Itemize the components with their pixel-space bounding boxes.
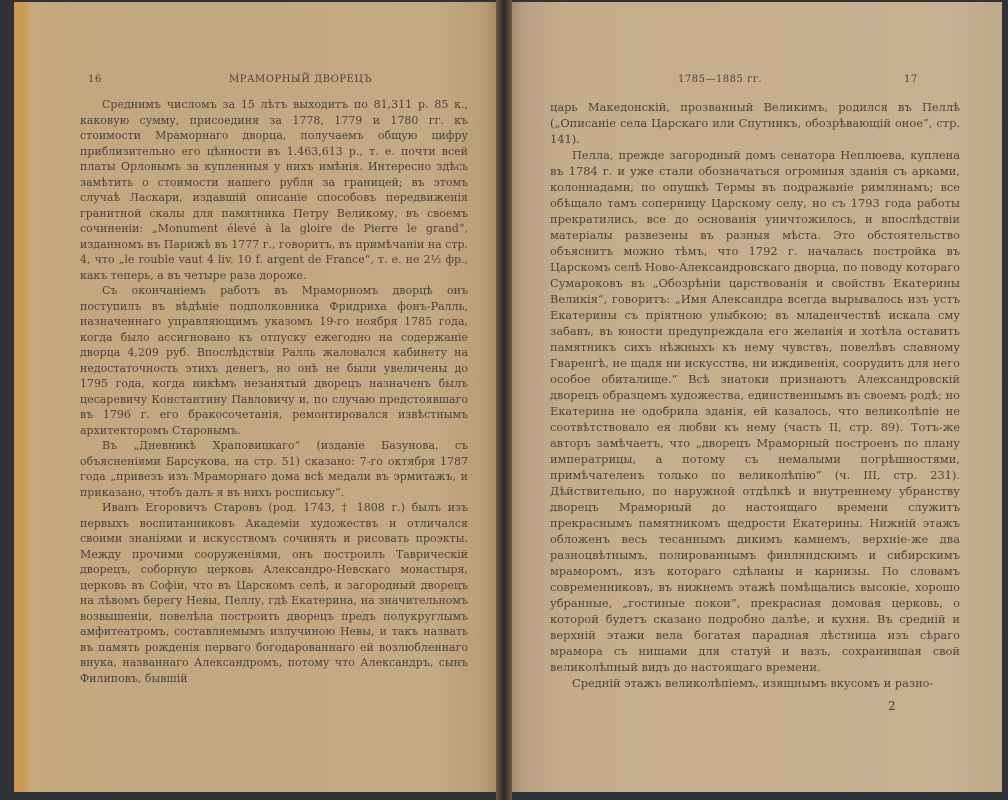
paragraph: Средній этажъ великолѣпіемъ, изящнымъ вкусомъ и разно-: [572, 676, 934, 690]
left-body-text: [80, 97, 468, 686]
paragraph: царь Македонскій, прозванный Великимъ, родился въ Пеллѣ („Описаніе села Царскаго или Спутникъ, обозрѣвающій оное“, стр. 141).: [550, 100, 960, 146]
left-running-title: МРАМОРНЫЙ ДВОРЕЦЪ: [229, 74, 373, 85]
right-page-number: 17: [904, 74, 918, 85]
paragraph: Среднимъ числомъ за 15 лѣтъ выходитъ по 81,311 р. 85 к., каковую сумму, присоединя за 1778, 1779 и 1780 гг. къ стоимости Мраморнаго дворца, получаемъ общую цифру приблизительно его цѣнности въ 1.463,613 р., т. е. почти всей платы Орловымъ за купленныя у нихъ имѣнія. Интересно здѣсь замѣтить о стоимости нашего рубля за границей; въ этомъ случаѣ Ласкари, издавшій описаніе способовъ передвиженія гранитной скалы для памятника Петру Великому, въ своемъ сочиненіи: „Monument élevé à la gloire de Pierre le grand“, изданномъ въ Парижѣ въ 1777 г., говоритъ, въ примѣчаніи на стр. 4, что „le rouble vaut 4 liv. 10 f. argent de France“, т. е. не 2½ фр., какъ теперь, а въ четыре раза дороже.: [80, 98, 468, 282]
left-page: [14, 2, 502, 792]
paragraph: Иванъ Егоровичъ Старовъ (род. 1743, † 1808 г.) былъ изъ первыхъ воспитанниковъ Академіи художествъ и отличался своими знаніями и искусствомъ сочинять и рисовать проэкты. Между прочими сооруженіями, онъ построилъ Таврическій дворецъ, соборную церковь Александро-Невскаго монастыря, церковь въ Софіи, что въ Царскомъ селѣ, и загородный дворецъ на лѣвомъ берегу Невы, Пеллу, гдѣ Екатерина, на значительномъ возвышеніи, повелѣла построить дворецъ предъ полукруглымъ амфитеатромъ, составляемымъ излучиною Невы, и такъ назвать въ память рожденія перваго богодарованнаго ей возлюбленнаго внука, названнаго Александромъ, потому что Александръ, сынъ Филиповъ, бывшій: [80, 501, 468, 685]
right-page: [506, 2, 1002, 792]
right-running-title: 1785—1885 гг.: [678, 74, 763, 85]
signature-mark: 2: [888, 699, 896, 713]
paragraph: Въ „Дневникѣ Храповицкаго“ (изданіе Базунова, съ объясненіями Барсукова, на стр. 51) сказано: 7-го октября 1787 года „привезъ изъ Мраморнаго дома всѣ медали въ эрмитажъ, и приказано, чтобъ далъ я въ нихъ роспиську“.: [80, 439, 468, 499]
book-gutter: [496, 0, 512, 800]
paragraph: Съ окончаніемъ работъ въ Мраморномъ дворцѣ онъ поступилъ въ вѣдѣніе подполковника Фридриха фонъ-Ралль, назначеннаго управляющимъ указомъ 19-го ноября 1785 года, когда было ассигновано къ отпуску ежегодно на содержаніе дворца 4,209 руб. Впослѣдствіи Ралль жаловался кабинету на недостаточность этихъ денегъ, но онѣ не были увеличены до 1795 года, когда никѣмъ незанятый дворецъ назначенъ былъ цесаревичу Константину Павловичу и, по случаю предстоявшаго въ 1796 г. его бракосочетанія, ремонтировался извѣстнымъ архитекторомъ Старовымъ.: [80, 284, 468, 437]
paragraph: Пелла, прежде загородный домъ сенатора Неплюева, куплена въ 1784 г. и уже стали обозначаться огромныя зданія съ арками, колоннадами, по опушкѣ Термы въ подражаніе римлянамъ; все обѣщало тамъ соперницу Царскому селу, но съ 1793 года работы прекратились, все до основанія уничтожилось, и впослѣдствіи матеріалы развезены въ разныя мѣста. Это обстоятельство объяснитъ можно тѣмъ, что 1792 г. началась постройка въ Царскомъ селѣ Ново-Александровскаго дворца, по поводу котораго Сумароковъ въ „Обозрѣніи царствованія и свойствъ Екатерины Великія“, говоритъ: „Имя Александра всегда вырывалось изъ устъ Екатерины съ пріятною улыбкою; въ младенчествѣ искала сму забавъ, въ юности предупреждала его желанія и хотѣла оставить памятникъ сихъ нѣжныхъ къ нему чувствъ, повелѣвъ славному Гваренгѣ, не щадя ни искусства, ни иждивенія, соорудить для него особое обиталище.“ Всѣ знатоки признаютъ Александровскій дворецъ образцемъ художества, единственнымъ въ своемъ родѣ; но Екатерина не одобрила зданія, ей казалось, что великолѣпіе не соотвѣтствовало ея любви къ нему (часть II, стр. 89). Тотъ-же авторъ замѣчаетъ, что „дворецъ Мраморный построенъ по плану императрицы, а потому съ немалыми погрѣшностями, примѣчателенъ только по великолѣпію“ (ч. III, стр. 231). Дѣйствительно, по наружной отдѣлкѣ и внутреннему убранству дворецъ Мраморный до настоящаго времени служитъ прекраснымъ памятникомъ щедрости Екатерины. Нижній этажъ обложенъ весь тесаннымъ дикимъ камнемъ, верхніе-же два разноцвѣтнымъ, полированнымъ финляндскимъ и сибирскимъ мраморомъ, изъ котораго сдѣланы и карнизы. По словамъ современниковъ, въ нижнемъ этажѣ помѣщались высокіе, хорошо убранные, „гостиные покои“, прекрасная домовая церковь, о которой будетъ сказано подробно далѣе, и кухня. Въ средній и верхній этажи вела богатая парадная лѣстница изъ сѣраго мрамора съ нишами для статуй и вазъ, сохранившая свой великолѣпный видъ до настоящаго времени.: [550, 148, 960, 674]
left-page-number: 16: [88, 74, 102, 85]
right-body-text: [550, 99, 960, 691]
